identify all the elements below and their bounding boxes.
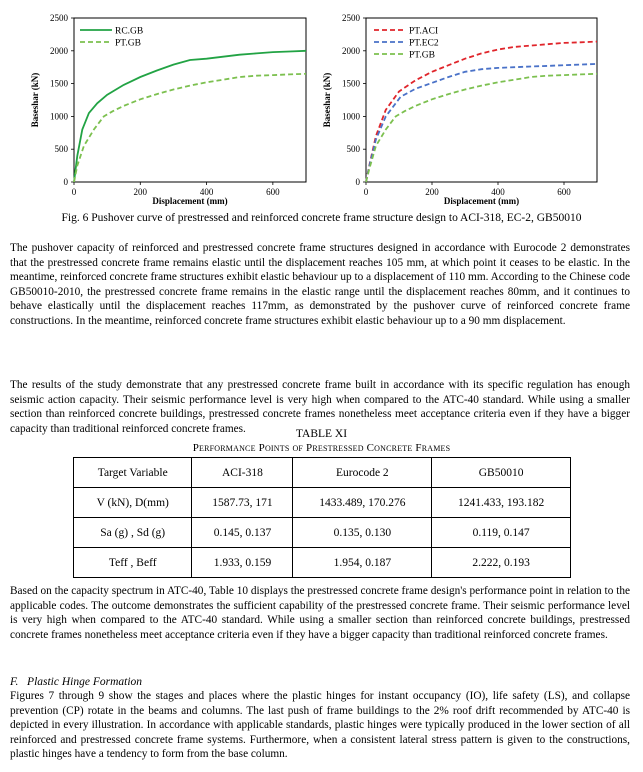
y-axis-label: Baseshar (kN) xyxy=(30,72,40,128)
performance-table xyxy=(73,457,571,578)
table-row xyxy=(74,488,571,518)
table-cell: 0.145, 0.137 xyxy=(192,518,293,548)
y-tick-label: 500 xyxy=(54,144,68,155)
table-cell: 1.954, 0.187 xyxy=(293,548,432,578)
x-tick-label: 200 xyxy=(425,187,439,197)
paragraph-1: The pushover capacity of reinforced and prestressed concrete frame structures designed in accordance with Eurocode 2 demonstrates that the prestressed concrete frame remains elastic until the displacement reaches 105 mm, at which point it ceases to be elastic. In the meantime, reinforced concrete frame structures exhibit elastic behaviour up to a displacement of 110 mm. According to the Chinese code GB50010-2010, the prestressed concrete frame remains in the elastic range until the displacement reaches 80mm, and it continues to behave elastically until the displacement reaches 117mm, as demonstrated by the pushover curve of reinforced concrete frame constructions. In the meantime, reinforced concrete frame structures exhibit elastic behaviour up to a 90 mm displacement. xyxy=(10,242,630,327)
y-tick-label: 0 xyxy=(355,177,360,187)
x-tick-label: 600 xyxy=(266,187,280,197)
y-tick-label: 2500 xyxy=(342,13,360,23)
legend-label: RC.GB xyxy=(115,26,144,37)
x-tick-label: 0 xyxy=(363,187,369,197)
paragraph-4: Figures 7 through 9 show the stages and places where the plastic hinges for instant occupancy (IO), life safety (LS), and collapse prevention (CP) rotate in the beams and columns. The last push of frame buildings to the 2% roof drift recommended by ATC-40 is depicted in every illustration. In accordance with applicable standards, plastic hinges were typically produced in the lower section of all reinforced and prestressed concrete frame systems. Furthermore, when a consistent lateral stress pattern is given to the constructions, plastic hinges have a tendency to form from the base column. xyxy=(10,690,630,760)
table-number: TABLE XI xyxy=(295,428,348,440)
y-tick-label: 1500 xyxy=(50,78,68,89)
table-header-row xyxy=(74,458,571,488)
paragraph-2: The results of the study demonstrate that any prestressed concrete frame built in accordance with its specific regulation has enough seismic action capacity. Their seismic performance level is very high when compared to the ATC-40 standard. While using a smaller section than reinforced concrete buildings, prestressed concrete frames nonetheless meet acceptance criteria even if they have a bigger capacity than traditional reinforced concrete frames. xyxy=(10,379,630,435)
header-cell: GB50010 xyxy=(432,458,571,488)
chart-right xyxy=(322,0,643,212)
section-title: Plastic Hinge Formation xyxy=(27,676,143,688)
y-tick-label: 2000 xyxy=(50,45,68,56)
y-axis-label: Baseshar (kN) xyxy=(322,72,332,128)
header-cell: Eurocode 2 xyxy=(293,458,432,488)
row-label: Sa (g) , Sd (g) xyxy=(74,518,192,548)
table-cell: 1241.433, 193.182 xyxy=(432,488,571,518)
table-cell: 1587.73, 171 xyxy=(192,488,293,518)
section-heading xyxy=(10,676,142,688)
series-line xyxy=(74,74,306,182)
section-number: F. xyxy=(10,676,19,688)
table-row xyxy=(74,548,571,578)
figure-caption: Fig. 6 Pushover curve of prestressed and reinforced concrete frame structure design to ACI-318, EC-2, GB50010 xyxy=(61,212,582,224)
series-line xyxy=(366,64,597,182)
x-tick-label: 400 xyxy=(199,187,214,197)
x-tick-label: 0 xyxy=(71,187,77,197)
y-tick-label: 1500 xyxy=(342,78,360,89)
x-axis-label: Displacement (mm) xyxy=(443,196,520,206)
table-cell: 0.135, 0.130 xyxy=(293,518,432,548)
series-line xyxy=(366,42,597,182)
row-label: Teff , Beff xyxy=(74,548,192,578)
y-tick-label: 2000 xyxy=(342,45,360,56)
table-cell: 1.933, 0.159 xyxy=(192,548,293,578)
x-tick-label: 400 xyxy=(491,187,505,197)
y-tick-label: 500 xyxy=(346,144,360,155)
y-tick-label: 2500 xyxy=(50,13,68,23)
paragraph-3: Based on the capacity spectrum in ATC-40, Table 10 displays the prestressed concrete frame design's performance point in relation to the applicable codes. The outcome demonstrates the sufficient capability of the prestressed concrete frame. Their seismic performance level is very high when compared to the ATC-40 standard. While using a smaller section than reinforced concrete buildings, prestressed concrete frames nonetheless meet acceptance criteria even if they have a bigger capacity than traditional reinforced concrete frames. xyxy=(10,585,630,641)
header-cell: ACI-318 xyxy=(192,458,293,488)
y-tick-label: 1000 xyxy=(342,111,360,122)
x-tick-label: 600 xyxy=(557,187,571,197)
legend-label: PT.GB xyxy=(409,50,435,61)
legend-label: PT.ACI xyxy=(409,26,439,37)
table-cell: 2.222, 0.193 xyxy=(432,548,571,578)
y-tick-label: 1000 xyxy=(50,111,68,122)
x-axis-label: Displacement (mm) xyxy=(152,196,228,206)
table-cell: 1433.489, 170.276 xyxy=(293,488,432,518)
table-row xyxy=(74,518,571,548)
x-tick-label: 200 xyxy=(133,187,148,197)
table-title: Performance Points of Prestressed Concrete Frames xyxy=(192,442,451,454)
series-line xyxy=(74,51,306,182)
chart-left xyxy=(0,0,322,212)
legend-label: PT.EC2 xyxy=(409,38,439,49)
table-cell: 0.119, 0.147 xyxy=(432,518,571,548)
row-label: V (kN), D(mm) xyxy=(74,488,192,518)
header-cell: Target Variable xyxy=(74,458,192,488)
y-tick-label: 0 xyxy=(63,177,68,187)
legend-label: PT.GB xyxy=(115,38,141,49)
